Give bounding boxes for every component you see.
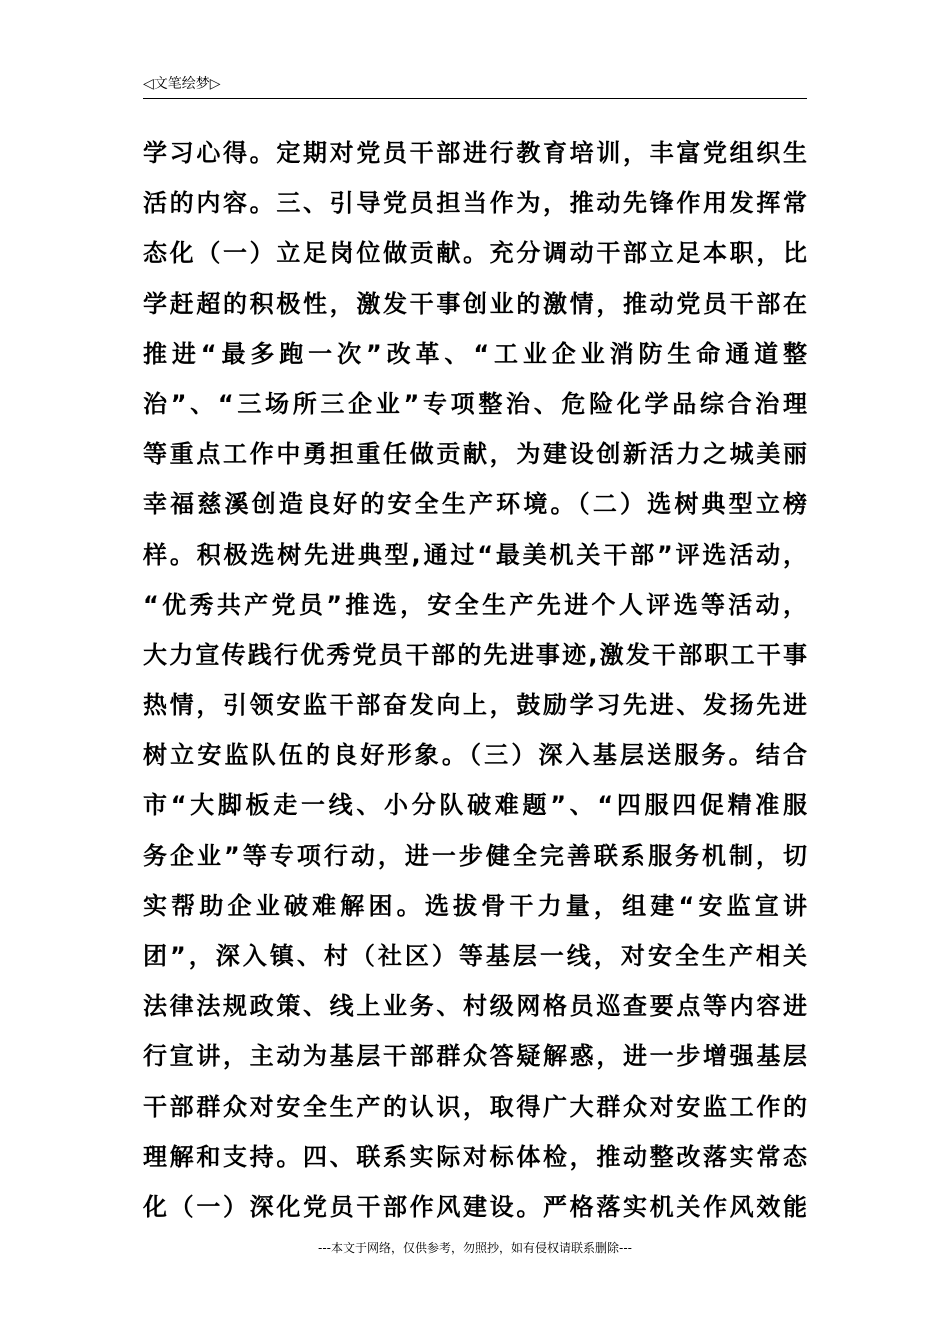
- header-title: ◁文笔绘梦▷: [143, 76, 221, 92]
- body-line: 法律法规政策、线上业务、村级网格员巡查要点等内容进: [143, 992, 807, 1021]
- body-line: 实帮助企业破难解困。选拔骨干力量，组建“安监宣讲: [143, 891, 807, 920]
- body-line: 样。积极选树先进典型,通过“最美机关干部”评选活动，: [143, 540, 807, 569]
- body-line: 活的内容。三、引导党员担当作为，推动先锋作用发挥常: [143, 189, 807, 218]
- page-footer: ---本文于网络，仅供参考，勿照抄，如有侵权请联系删除---: [318, 1241, 632, 1255]
- body-line: 治”、“三场所三企业”专项整治、危险化学品综合治理: [143, 389, 807, 418]
- body-line: 幸福慈溪创造良好的安全生产环境。（二）选树典型立榜: [143, 490, 807, 519]
- body-line: 树立安监队伍的良好形象。（三）深入基层送服务。结合: [143, 741, 807, 770]
- body-line: 学习心得。定期对党员干部进行教育培训，丰富党组织生: [143, 139, 807, 167]
- body-line: 化（一）深化党员干部作风建设。严格落实机关作风效能: [143, 1192, 807, 1221]
- body-line: 理解和支持。四、联系实际对标体检，推动整改落实常态: [143, 1142, 807, 1171]
- document-body: [143, 128, 807, 1232]
- body-line: 大力宣传践行优秀党员干部的先进事迹,激发干部职工干事: [143, 640, 807, 669]
- body-line: 热情，引领安监干部奋发向上，鼓励学习先进、发扬先进: [143, 691, 807, 720]
- body-line: 行宣讲，主动为基层干部群众答疑解惑，进一步增强基层: [143, 1042, 807, 1071]
- body-line: 干部群众对安全生产的认识，取得广大群众对安监工作的: [143, 1092, 807, 1121]
- body-line: “优秀共产党员”推选，安全生产先进个人评选等活动，: [143, 590, 807, 619]
- body-line: 务企业”等专项行动，进一步健全完善联系服务机制，切: [143, 841, 807, 870]
- body-line: 团”，深入镇、村（社区）等基层一线，对安全生产相关: [143, 942, 807, 970]
- body-line: 推进“最多跑一次”改革、“工业企业消防生命通道整: [143, 339, 807, 368]
- body-line: 态化（一）立足岗位做贡献。充分调动干部立足本职，比: [143, 239, 807, 268]
- body-line: 市“大脚板走一线、小分队破难题”、“四服四促精准服: [143, 791, 807, 820]
- body-line: 学赶超的积极性，激发干事创业的激情，推动党员干部在: [143, 289, 807, 318]
- body-line: 等重点工作中勇担重任做贡献，为建设创新活力之城美丽: [143, 440, 807, 469]
- page-header: [143, 74, 807, 99]
